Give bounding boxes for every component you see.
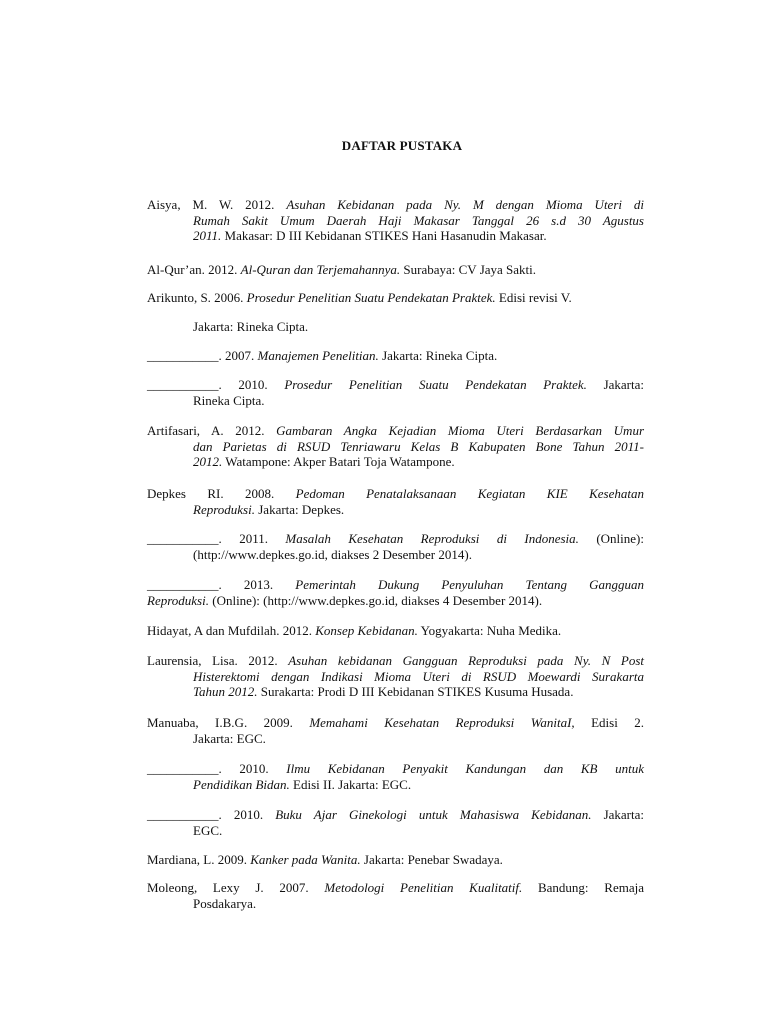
reference-text: Moleong, Lexy J. 2007.: [147, 880, 325, 895]
reference-text: ___________. 2010.: [147, 377, 285, 392]
reference-line: [147, 439, 644, 455]
reference-line: [147, 731, 644, 747]
reference-entry: [147, 623, 644, 639]
reference-entry: [147, 761, 644, 792]
reference-text: ___________. 2007.: [147, 348, 258, 363]
reference-line: [147, 593, 644, 609]
reference-entry: [147, 197, 644, 244]
reference-line: [147, 454, 644, 470]
reference-line: [147, 896, 644, 912]
reference-line: [147, 228, 644, 244]
reference-text: Jakarta: Penebar Swadaya.: [360, 852, 503, 867]
reference-title-text: Reproduksi.: [147, 592, 209, 608]
reference-line: [147, 852, 644, 868]
reference-text: Aisya, M. W. 2012.: [147, 197, 287, 212]
reference-text: Jakarta: Depkes.: [254, 501, 345, 517]
reference-text: Watampone: Akper Batari Toja Watampone.: [222, 454, 455, 469]
reference-entry: [147, 319, 644, 335]
reference-entry: [147, 262, 644, 278]
reference-text: (Online):: [578, 531, 644, 546]
reference-text: Manuaba, I.B.G. 2009.: [147, 715, 310, 730]
reference-line: [147, 684, 644, 700]
reference-text: Edisi revisi V.: [495, 290, 572, 305]
reference-text: Edisi 2.: [574, 715, 644, 730]
reference-text: Bandung: Remaja: [522, 880, 644, 895]
reference-line: [147, 715, 644, 731]
reference-text: Jakarta:: [586, 377, 644, 392]
reference-entry: [147, 377, 644, 408]
reference-line: [147, 423, 644, 439]
reference-title-text: 2011.: [193, 228, 222, 243]
reference-entry: [147, 577, 644, 608]
reference-entry: [147, 486, 644, 517]
reference-text: Rineka Cipta.: [193, 392, 265, 408]
reference-entry: [147, 653, 644, 700]
reference-text: Artifasari, A. 2012.: [147, 423, 277, 438]
reference-line: [147, 777, 644, 793]
reference-line: [147, 197, 644, 213]
reference-text: Al-Qur’an. 2012.: [147, 262, 241, 277]
reference-line: [147, 262, 644, 278]
reference-line: [147, 348, 644, 364]
reference-entry: [147, 348, 644, 364]
reference-title-text: Ilmu Kebidanan Penyakit Kandungan dan KB untuk: [286, 761, 644, 776]
reference-text: Mardiana, L. 2009.: [147, 852, 251, 867]
reference-text: ___________. 2011.: [147, 531, 286, 546]
reference-text: Laurensia, Lisa. 2012.: [147, 653, 289, 668]
reference-title-text: Rumah Sakit Umum Daerah Haji Makasar Tanggal 26 s.d 30 Agustus: [193, 212, 644, 228]
reference-title-text: Memahami Kesehatan Reproduksi WanitaI,: [309, 715, 575, 730]
reference-title-text: Prosedur Penelitian Suatu Pendekatan Praktek.: [284, 377, 587, 392]
reference-line: [147, 547, 644, 563]
reference-title-text: Reproduksi.: [193, 501, 255, 517]
reference-line: [147, 807, 644, 823]
reference-title-text: Manajemen Penelitian.: [257, 348, 379, 363]
reference-line: [147, 290, 644, 306]
reference-line: [147, 653, 644, 669]
reference-line: [147, 377, 644, 393]
reference-line: [147, 213, 644, 229]
reference-line: [147, 486, 644, 502]
reference-text: Jakarta:: [591, 807, 644, 822]
reference-title-text: Pemerintah Dukung Penyuluhan Tentang Gangguan: [295, 577, 644, 592]
reference-text: ___________. 2013.: [147, 577, 296, 592]
reference-text: (http://www.depkes.go.id, diakses 2 Desember 2014).: [193, 546, 472, 562]
reference-text: Jakarta: EGC.: [193, 730, 266, 746]
reference-text: Jakarta: Rineka Cipta.: [378, 348, 498, 363]
reference-text: Depkes RI. 2008.: [147, 486, 296, 501]
reference-title-text: Histerektomi dengan Indikasi Mioma Uteri di RSUD Moewardi Surakarta: [193, 668, 644, 684]
reference-line: [147, 502, 644, 518]
reference-text: (Online): (http://www.depkes.go.id, diakses 4 Desember 2014).: [208, 592, 543, 608]
reference-title-text: Konsep Kebidanan.: [315, 623, 418, 638]
reference-text: Surabaya: CV Jaya Sakti.: [400, 262, 537, 277]
reference-title-text: Al-Quran dan Terjemahannya.: [240, 262, 401, 277]
reference-entry: [147, 880, 644, 911]
reference-title-text: Masalah Kesehatan Reproduksi di Indonesia.: [285, 531, 579, 546]
reference-line: [147, 393, 644, 409]
reference-line: [147, 761, 644, 777]
reference-entry: [147, 290, 644, 306]
reference-text: Makasar: D III Kebidanan STIKES Hani Hasanudin Makasar.: [221, 228, 547, 243]
reference-entry: [147, 715, 644, 746]
reference-line: [147, 623, 644, 639]
reference-line: [147, 669, 644, 685]
reference-line: [147, 577, 644, 593]
reference-title-text: Prosedur Penelitian Suatu Pendekatan Praktek.: [246, 290, 496, 305]
reference-text: Surakarta: Prodi D III Kebidanan STIKES Kusuma Husada.: [257, 684, 574, 699]
reference-text: Jakarta: Rineka Cipta.: [193, 319, 309, 334]
reference-title-text: Asuhan kebidanan Gangguan Reproduksi pada Ny. N Post: [288, 653, 644, 668]
reference-text: Posdakarya.: [193, 895, 257, 911]
reference-title-text: Metodologi Penelitian Kualitatif.: [324, 880, 523, 895]
reference-text: ___________. 2010.: [147, 761, 287, 776]
reference-entry: [147, 423, 644, 470]
reference-title-text: Kanker pada Wanita.: [250, 852, 361, 867]
reference-line: [147, 823, 644, 839]
reference-text: Arikunto, S. 2006.: [147, 290, 247, 305]
reference-title-text: Tahun 2012.: [193, 684, 258, 699]
reference-text: Yogyakarta: Nuha Medika.: [417, 623, 562, 638]
reference-text: Hidayat, A dan Mufdilah. 2012.: [147, 623, 316, 638]
reference-entry: [147, 531, 644, 562]
reference-text: EGC.: [193, 822, 223, 838]
reference-text: ___________. 2010.: [147, 807, 276, 822]
reference-title-text: Pedoman Penatalaksanaan Kegiatan KIE Kesehatan: [295, 486, 644, 501]
reference-entry: [147, 852, 644, 868]
reference-title-text: 2012.: [193, 454, 223, 469]
reference-title-text: Gambaran Angka Kejadian Mioma Uteri Berdasarkan Umur: [276, 423, 645, 438]
page-title: DAFTAR PUSTAKA: [341, 138, 463, 153]
reference-line: [147, 531, 644, 547]
reference-line: [147, 319, 644, 335]
reference-line: [147, 880, 644, 896]
reference-title-text: Pendidikan Bidan.: [193, 776, 290, 792]
reference-entry: [147, 807, 644, 838]
reference-title-text: Buku Ajar Ginekologi untuk Mahasiswa Kebidanan.: [275, 807, 592, 822]
reference-title-text: dan Parietas di RSUD Tenriawaru Kelas B Kabupaten Bone Tahun 2011-: [193, 438, 644, 454]
reference-title-text: Asuhan Kebidanan pada Ny. M dengan Mioma Uteri di: [286, 197, 645, 212]
reference-text: Edisi II. Jakarta: EGC.: [289, 776, 412, 792]
